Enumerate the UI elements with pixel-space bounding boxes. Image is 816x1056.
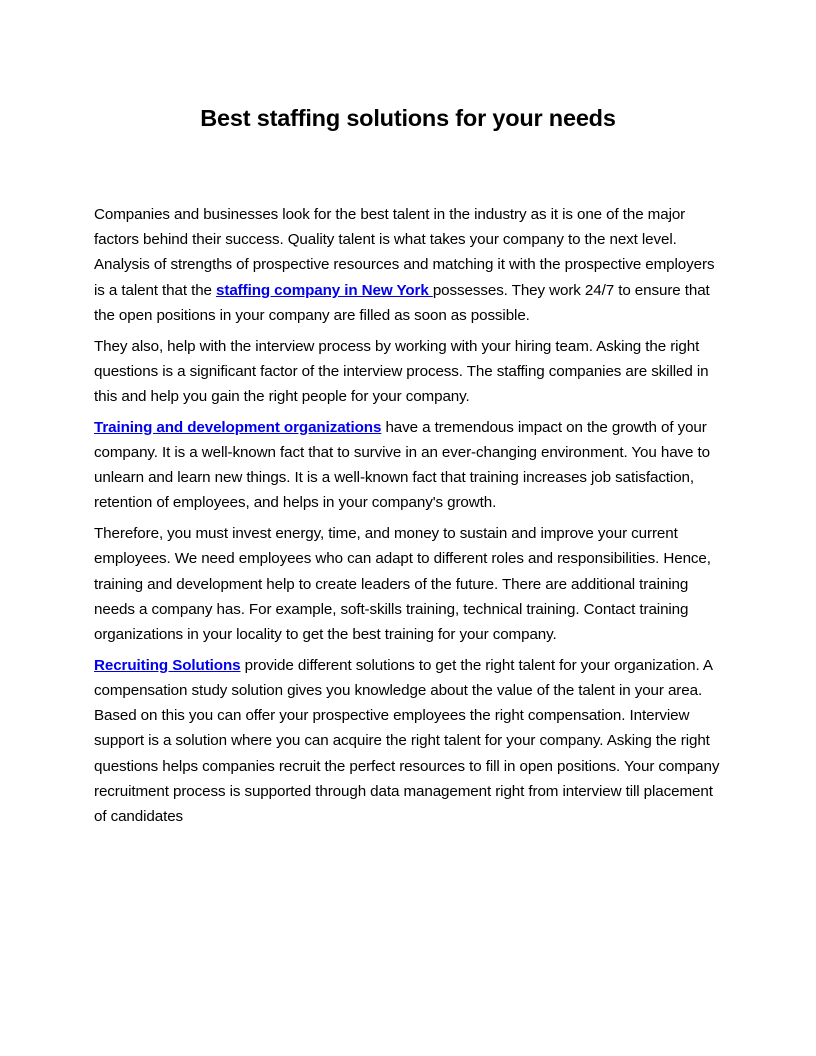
paragraph-text: possesses. They work 24/7 to ensure that the open positions in your company are filled as soon as possible. <box>94 281 710 324</box>
paragraph-investment: Therefore, you must invest energy, time, and money to sustain and improve your current employees. We need employees who can adapt to different roles and responsibilities. Hence, training and development help to create leaders of the future. There are additional training needs a company has. For example, soft-skills training, technical training. Contact training organizations in your locality to get the best training for your company. <box>94 525 711 644</box>
paragraph-interview: They also, help with the interview process by working with your hiring team. Asking the right questions is a significant factor of the interview process. The staffing companies are skilled in this and help you gain the right people for your company. <box>94 337 709 406</box>
paragraph-text: provide different solutions to get the right talent for your organization. A compensation study solution gives you knowledge about the value of the talent in your area. Based on this you can offer your prospective employees the right compensation. Interview support is a solution where you can acquire the right talent for your company. Asking the right questions helps companies recruit the perfect resources to fill in open positions. Your company recruitment process is supported through data management right from interview till placement of candidates <box>94 656 720 826</box>
paragraph-training <box>94 415 726 516</box>
paragraph-text: Companies and businesses look for the best talent in the industry as it is one of the major factors behind their success. Quality talent is what takes your company to the next level. Analysis of strengths of prospective resources and matching it with the prospective employers is a talent that the <box>94 206 715 299</box>
training-organizations-link[interactable]: Training and development organizations <box>94 418 382 436</box>
recruiting-solutions-link[interactable]: Recruiting Solutions <box>94 656 241 674</box>
paragraph-text: have a tremendous impact on the growth of your company. It is a well-known fact that to survive in an ever-changing environment. You have to unlearn and learn new things. It is a well-known fact that training increases job satisfaction, retention of employees, and helps in your company's growth. <box>94 418 710 512</box>
paragraph-staffing <box>94 202 726 328</box>
page-title: Best staffing solutions for your needs <box>200 105 616 131</box>
document-body <box>94 202 726 835</box>
staffing-company-link[interactable]: staffing company in New York <box>216 281 433 299</box>
paragraph-recruiting <box>94 653 726 829</box>
